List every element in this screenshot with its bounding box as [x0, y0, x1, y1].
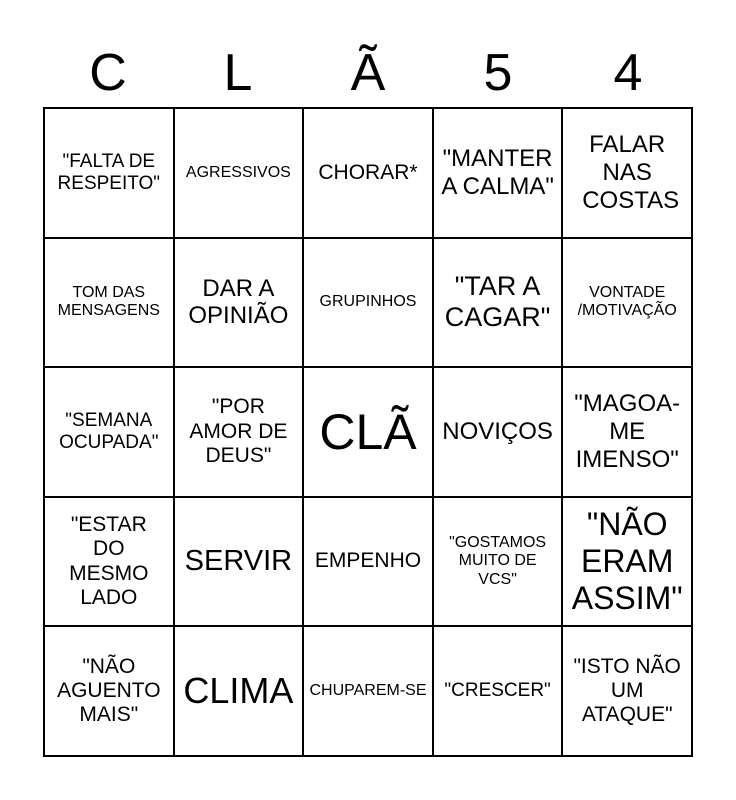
cell-text: AGRESSIVOS	[185, 163, 291, 181]
bingo-cell-r3-c2[interactable]	[174, 367, 304, 497]
bingo-header	[43, 40, 693, 106]
cell-text: VONTADE /MOTIVAÇÃO	[577, 283, 677, 320]
cell-text: "SEMANA OCUPADA"	[59, 409, 159, 453]
cell-text: SERVIR	[184, 544, 293, 577]
cell-text: CLÃ	[319, 403, 417, 460]
bingo-cell-r4-c1[interactable]	[44, 497, 174, 627]
bingo-cell-r5-c3[interactable]	[303, 626, 433, 756]
cell-text: "ISTO NÃO UM ATAQUE"	[573, 654, 681, 727]
cell-text: GRUPINHOS	[319, 293, 417, 311]
bingo-cell-r3-c1[interactable]	[44, 367, 174, 497]
bingo-cell-r1-c4[interactable]	[433, 108, 563, 238]
bingo-cell-r4-c4[interactable]	[433, 497, 563, 627]
cell-text: "NÃO AGUENTO MAIS"	[57, 654, 161, 727]
bingo-cell-r2-c2[interactable]	[174, 238, 304, 368]
bingo-cell-r1-c5[interactable]	[562, 108, 692, 238]
bingo-cell-r1-c2[interactable]	[174, 108, 304, 238]
cell-text: NOVIÇOS	[442, 418, 553, 446]
header-letter-4: 5	[483, 44, 513, 102]
cell-text: "FALTA DE RESPEITO"	[57, 150, 161, 194]
cell-text: FALAR NAS COSTAS	[582, 131, 680, 214]
header-letter-2: L	[223, 44, 253, 102]
cell-text: "TAR A CAGAR"	[444, 271, 551, 333]
cell-text: "CRESCER"	[444, 680, 551, 702]
cell-text: CHORAR*	[318, 160, 418, 184]
bingo-cell-r2-c1[interactable]	[44, 238, 174, 368]
bingo-cell-r2-c3[interactable]	[303, 238, 433, 368]
cell-text: "MANTER A CALMA"	[441, 144, 554, 200]
cell-text: "POR AMOR DE DEUS"	[189, 395, 288, 468]
cell-text: CLIMA	[183, 670, 294, 712]
bingo-cell-r5-c2[interactable]	[174, 626, 304, 756]
bingo-cell-r5-c5[interactable]	[562, 626, 692, 756]
cell-text: "GOSTAMOS MUITO DE VCS"	[449, 533, 547, 588]
bingo-cell-free[interactable]	[303, 367, 433, 497]
bingo-cell-r3-c5[interactable]	[562, 367, 692, 497]
bingo-cell-r1-c1[interactable]	[44, 108, 174, 238]
bingo-cell-r3-c4[interactable]	[433, 367, 563, 497]
cell-text: "ESTAR DO MESMO LADO	[69, 512, 149, 609]
bingo-cell-r4-c2[interactable]	[174, 497, 304, 627]
header-letter-1: C	[89, 44, 127, 102]
bingo-cell-r2-c5[interactable]	[562, 238, 692, 368]
bingo-card	[43, 107, 693, 757]
bingo-cell-r1-c3[interactable]	[303, 108, 433, 238]
bingo-cell-r5-c1[interactable]	[44, 626, 174, 756]
bingo-cell-r5-c4[interactable]	[433, 626, 563, 756]
bingo-cell-r4-c3[interactable]	[303, 497, 433, 627]
cell-text: TOM DAS MENSAGENS	[57, 283, 160, 320]
header-letter-5: 4	[613, 44, 643, 102]
bingo-cell-r4-c5[interactable]	[562, 497, 692, 627]
cell-text: DAR A OPINIÃO	[188, 274, 289, 330]
cell-text: EMPENHO	[314, 549, 422, 573]
cell-text: "MAGOA-ME IMENSO"	[574, 390, 681, 473]
header-letter-3: Ã	[350, 44, 386, 102]
cell-text: CHUPAREM-SE	[309, 681, 427, 699]
bingo-cell-r2-c4[interactable]	[433, 238, 563, 368]
cell-text: "NÃO ERAM ASSIM"	[571, 505, 683, 617]
